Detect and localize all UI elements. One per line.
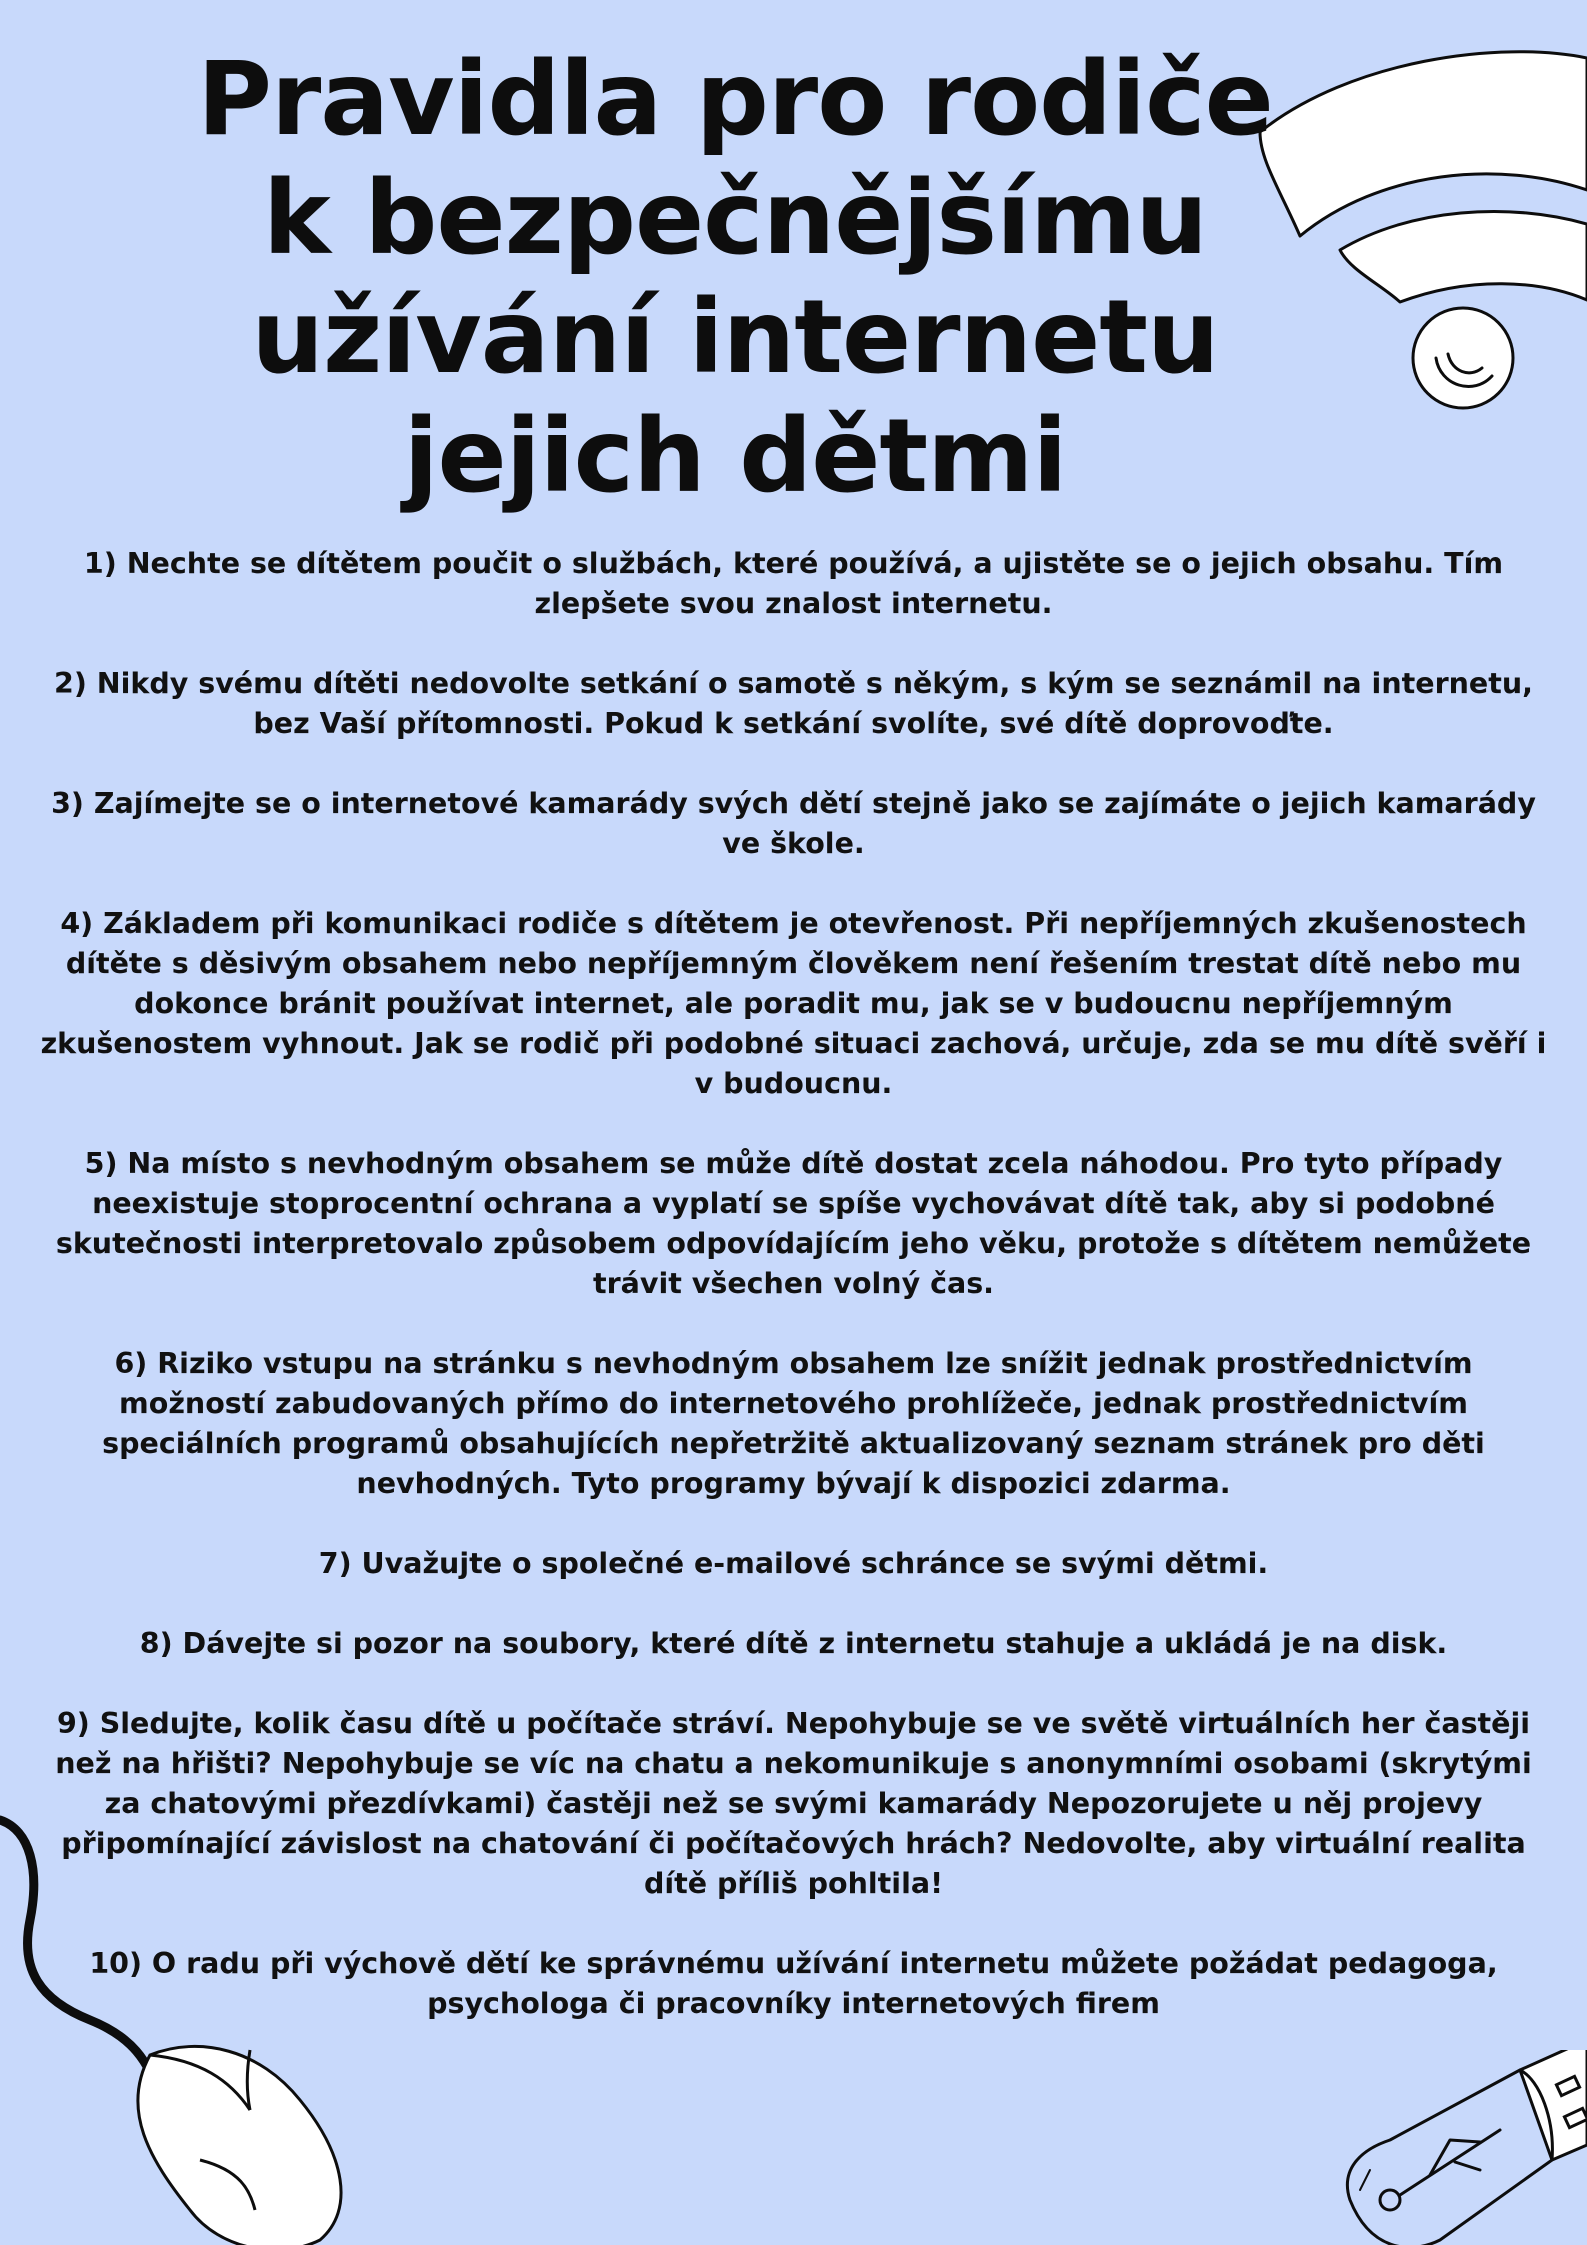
rule-5: 5) Na místo s nevhodným obsahem se může dítě dostat zcela náhodou. Pro tyto případy neexistuje stoprocentní ochrana a vyplatí se spíše vychovávat dítě tak, aby si podobné skutečnosti interpretovalo způsobem odpovídajícím jeho věku, protože s dítětem nemůžete trávit všechen volný čas. xyxy=(55,1147,1532,1300)
rule-10: 10) O radu při výchově dětí ke správnému užívání internetu můžete požádat pedagoga, psychologa či pracovníky internetových firem xyxy=(89,1947,1498,2020)
usb-drive-icon xyxy=(1330,2050,1587,2245)
rule-8: 8) Dávejte si pozor na soubory, které dítě z internetu stahuje a ukládá je na disk. xyxy=(139,1627,1448,1660)
rule-3: 3) Zajímejte se o internetové kamarády svých dětí stejně jako se zajímáte o jejich kamarády ve škole. xyxy=(51,787,1536,860)
computer-mouse-icon xyxy=(0,1810,360,2245)
rule-7: 7) Uvažujte o společné e-mailové schránce se svými dětmi. xyxy=(318,1547,1269,1580)
page-title xyxy=(160,40,1310,516)
rule-1: 1) Nechte se dítětem poučit o službách, které používá, a ujistěte se o jejich obsahu. Tím zlepšete svou znalost internetu. xyxy=(83,547,1504,620)
rule-9: 9) Sledujte, kolik času dítě u počítače stráví. Nepohybuje se ve světě virtuálních her častěji než na hřišti? Nepohybuje se víc na chatu a nekomunikuje s anonymními osobami (skrytými za chatovými přezdívkami) častěji než se svými kamarády Nepozorujete u něj projevy připomínající závislost na chatování či počítačových hrách? Nedovolte, aby virtuální realita dítě příliš pohltila! xyxy=(55,1707,1532,1900)
title-line: Pravidla pro rodiče xyxy=(197,40,1273,159)
rule-2: 2) Nikdy svému dítěti nedovolte setkání o samotě s někým, s kým se seznámil na internetu, bez Vaší přítomnosti. Pokud k setkání svolíte, své dítě doprovoďte. xyxy=(54,667,1533,740)
title-line: k bezpečnějšímu xyxy=(263,159,1207,278)
rule-4: 4) Základem při komunikaci rodiče s dítětem je otevřenost. Při nepříjemných zkušenostech dítěte s děsivým obsahem nebo nepříjemným člověkem není řešením trestat dítě nebo mu dokonce bránit používat internet, ale poradit mu, jak se v budoucnu nepříjemným zkušenostem vyhnout. Jak se rodič při podobné situaci zachová, určuje, zda se mu dítě svěří i v budoucnu. xyxy=(40,907,1547,1100)
title-line: jejich dětmi xyxy=(403,397,1067,516)
title-line: užívání internetu xyxy=(251,278,1219,397)
rule-6: 6) Riziko vstupu na stránku s nevhodným obsahem lze snížit jednak prostřednictvím možností zabudovaných přímo do internetového prohlížeče, jednak prostřednictvím speciálních programů obsahujících nepřetržitě aktualizovaný seznam stránek pro děti nevhodných. Tyto programy bývají k dispozici zdarma. xyxy=(102,1347,1485,1500)
